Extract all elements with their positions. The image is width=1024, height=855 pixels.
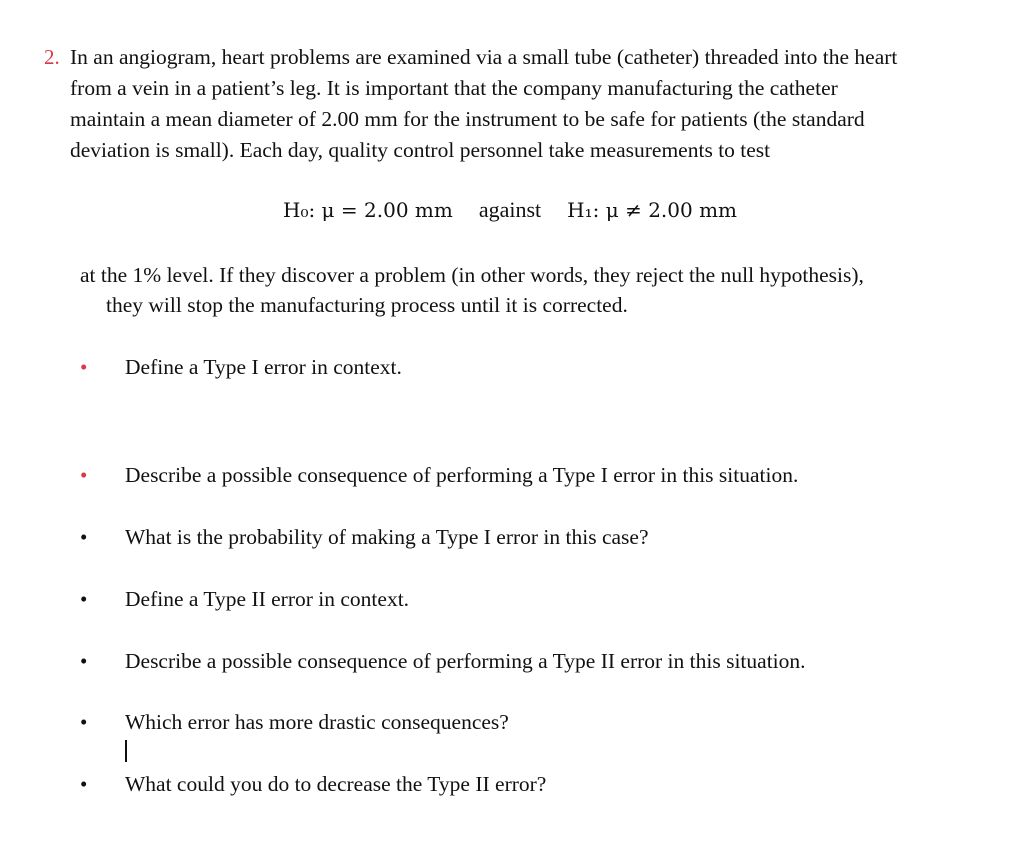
intro-line: from a vein in a patient’s leg. It is important that the company manufacturing the catheter (70, 76, 838, 100)
bullet-text: Describe a possible consequence of performing a Type I error in this situation. (125, 463, 799, 487)
null-hypothesis: H₀: μ = 2.00 mm (283, 198, 453, 222)
hypothesis-statement (283, 197, 737, 223)
intro-line: deviation is small). Each day, quality control personnel take measurements to test (70, 138, 771, 162)
bullet-text: Which error has more drastic consequences? (125, 710, 509, 734)
bullet-text: Define a Type I error in context. (125, 355, 402, 379)
bullet-text: Define a Type II error in context. (125, 587, 410, 611)
bullet-text: What is the probability of making a Type I error in this case? (125, 525, 649, 549)
bullet-icon: • (80, 525, 88, 549)
hypothesis-connector: against (478, 197, 542, 222)
bullet-icon: • (80, 710, 88, 734)
text-cursor[interactable] (125, 740, 127, 762)
bullet-icon: • (80, 649, 88, 673)
level-line: at the 1% level. If they discover a problem (in other words, they reject the null hypothesis), (80, 263, 864, 287)
question-number: 2. (44, 45, 60, 69)
significance-level-paragraph (80, 260, 864, 320)
bullet-icon: • (80, 587, 88, 611)
intro-line: In an angiogram, heart problems are examined via a small tube (catheter) threaded into the heart (70, 45, 898, 69)
bullet-text: What could you do to decrease the Type II error? (125, 772, 547, 796)
question-intro-paragraph (70, 42, 990, 166)
bullet-text: Describe a possible consequence of performing a Type II error in this situation. (125, 649, 806, 673)
level-line: they will stop the manufacturing process until it is corrected. (106, 293, 628, 317)
intro-line: maintain a mean diameter of 2.00 mm for the instrument to be safe for patients (the standard (70, 107, 865, 131)
bullet-icon: • (80, 463, 88, 487)
bullet-icon: • (80, 772, 88, 796)
alternative-hypothesis: H₁: μ ≠ 2.00 mm (567, 198, 738, 222)
bullet-icon: • (80, 355, 88, 379)
